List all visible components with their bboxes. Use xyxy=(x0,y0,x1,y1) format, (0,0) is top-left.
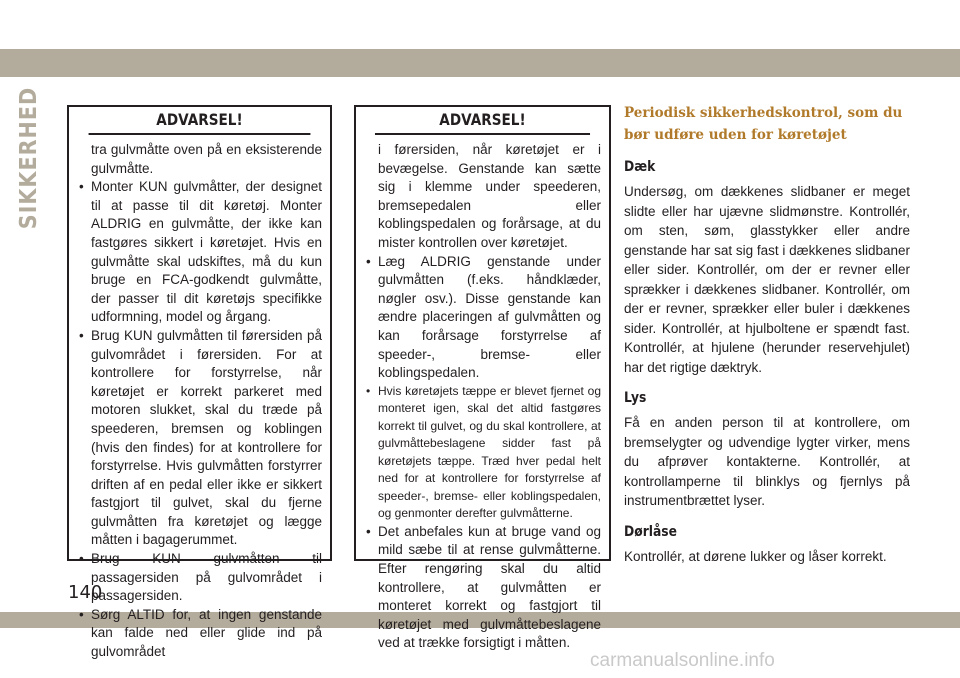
section-title: Periodisk sikkerhedskontrol, som du bør udføre uden for køretøjet xyxy=(624,105,903,143)
warning-continuation-text: tra gulvmåtte oven på en eksisterende gulvmåtte. xyxy=(91,142,322,176)
section-side-tab xyxy=(14,86,44,230)
list-item: • Brug KUN gulvmåtten til førersiden på gulvområdet i førersiden. For at kontrollere for forstyrrelse, når køretøjet er korrekt parkeret med motoren slukket, skal du træde på speederen, bremsen og koblingen (hvis den findes) for at kontrollere for forstyrrelse. Hvis gulvmåtten forstyrrer driften af en pedal eller ikke er sikkert fastgjort til gulvet, skal du fjerne gulvmåtten fra køretøjet og lægge måtten i bagagerummet. xyxy=(77,327,322,550)
list-item: • Monter KUN gulvmåtter, der designet til at passe til dit køretøj. Monter ALDRIG en gulvmåtte, der ikke kan fastgøres sikkert i køretøjet. Hvis en gulvmåtte skal udskiftes, må du kun bruge en FCA-godkendt gulvmåtte, der passer til dit køretøjs specifikke udformning, model og årgang. xyxy=(77,178,322,327)
top-band xyxy=(0,49,960,77)
warning-box-2 xyxy=(354,105,611,651)
page-number: 140 xyxy=(68,582,103,603)
list-item: • Læg ALDRIG genstande under gulvmåtten (f.eks. håndklæder, nøgler osv.). Disse genstande kan ændre placeringen af gulvmåtten og kan forårsage forstyrrelse af speeder-, bremse- eller koblingspedalen. xyxy=(364,253,601,383)
watermark: carmanualsonline.info xyxy=(590,650,775,671)
list-item: • Hvis køretøjets tæppe er blevet fjernet og monteret igen, skal det altid fastgøres korrekt til gulvet, og du skal kontrollere, at gulvmåttebeslagene sidder fast på køretøjets tæppe. Træd hver pedal helt ned for at kontrollere for forstyrrelse af speeder-, bremse- eller koblingspedalen, og genmonter derefter gulvmåtterne. xyxy=(364,383,601,523)
subsection-heading-tires: Dæk xyxy=(624,159,656,175)
warning-body-1 xyxy=(69,135,330,670)
list-item: • Sørg ALTID for, at ingen genstande kan falde ned eller glide ind på gulvområdet xyxy=(77,606,322,662)
subsection-text-tires: Undersøg, om dækkenes slidbaner er meget slidte eller har ujævne slidmønstre. Kontrollér, om sten, søm, glasstykker eller andre genstande har sat sig fast i dækkenes slidbaner eller sider. Kontrollér, om der er revner eller sprækker i dækkenes slidbaner. Kontrollér, om der er revner, sprækker eller buler i dækkenes sider. Kontrollér, at hjulboltene er spændt fast. Kontrollér, at hjulene (herunder reservehjulet) har det rigtige dæktryk. xyxy=(624,184,910,375)
warning-list-1 xyxy=(77,178,322,661)
subsection-heading-lights: Lys xyxy=(624,390,647,406)
list-item: • Det anbefales kun at bruge vand og mild sæbe til at rense gulvmåtterne. Efter rengøring skal du altid kontrollere, at gulvmåtten er monteret korrekt og fastgjort til køretøjet med gulvmåttebeslagene ved at trække forsigtigt i måtten. xyxy=(364,523,601,653)
inspection-section xyxy=(624,102,910,566)
subsection-text-door-locks: Kontrollér, at dørene lukker og låser korrekt. xyxy=(624,548,887,564)
warning-list-2 xyxy=(364,253,601,653)
warning-heading-1: ADVARSEL! xyxy=(89,107,311,135)
warning-body-2 xyxy=(356,135,609,661)
list-item: • Brug KUN gulvmåtten til passagersiden på gulvområdet i passagersiden. xyxy=(77,550,322,606)
side-tab-label: SIKKERHED xyxy=(16,86,43,230)
warning-heading-2: ADVARSEL! xyxy=(375,107,590,135)
warning-continuation-text: i førersiden, når køretøjet er i bevægelse. Genstande kan sætte sig i klemme under speederen, bremsepedalen eller koblingspedalen og forårsage, at du mister kontrollen over køretøjet. xyxy=(378,142,601,250)
subsection-heading-door-locks: Dørlåse xyxy=(624,523,677,540)
subsection-text-lights: Få en anden person til at kontrollere, om bremselygter og udvendige lygter virker, mens du afprøver kontakterne. Kontrollér, at kontrollamperne til blinklys og fjernlys på instrumentbrættet lyser. xyxy=(624,415,910,508)
